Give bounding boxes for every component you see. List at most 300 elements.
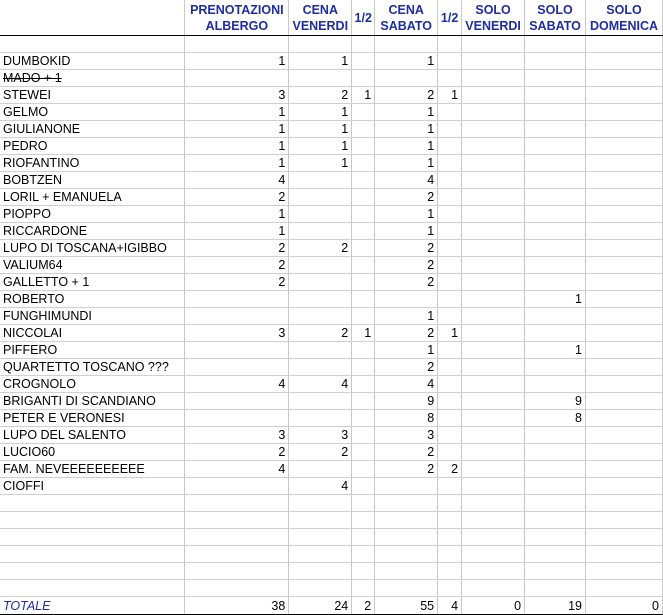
cell-name[interactable] — [0, 580, 185, 597]
cell-albergo[interactable]: 2 — [185, 444, 289, 461]
cell-cena-venerdi[interactable]: 1 — [289, 138, 352, 155]
cell-cena-venerdi[interactable]: 1 — [289, 104, 352, 121]
cell-name[interactable]: PIOPPO — [0, 206, 185, 223]
cell-solo-sabato[interactable] — [525, 427, 586, 444]
cell-name[interactable] — [0, 546, 185, 563]
cell-half-venerdi[interactable] — [352, 274, 375, 291]
cell-solo-venerdi[interactable] — [462, 36, 525, 53]
cell-cena-venerdi[interactable]: 4 — [289, 376, 352, 393]
cell-half-venerdi[interactable] — [352, 512, 375, 529]
cell-solo-domenica[interactable] — [585, 529, 662, 546]
cell-solo-sabato[interactable] — [525, 36, 586, 53]
cell-half-sabato[interactable] — [438, 376, 462, 393]
header-half-venerdi[interactable]: 1/2 — [352, 0, 375, 36]
cell-solo-domenica[interactable] — [585, 546, 662, 563]
cell-half-venerdi[interactable] — [352, 478, 375, 495]
total-solo-domenica[interactable]: 0 — [585, 597, 662, 615]
cell-cena-sabato[interactable] — [375, 563, 438, 580]
cell-cena-venerdi[interactable] — [289, 189, 352, 206]
total-label[interactable]: TOTALE — [0, 597, 185, 615]
cell-half-sabato[interactable] — [438, 36, 462, 53]
cell-name[interactable]: PETER E VERONESI — [0, 410, 185, 427]
cell-albergo[interactable] — [185, 291, 289, 308]
cell-cena-sabato[interactable]: 1 — [375, 121, 438, 138]
cell-cena-venerdi[interactable]: 2 — [289, 240, 352, 257]
cell-half-sabato[interactable] — [438, 240, 462, 257]
cell-solo-venerdi[interactable] — [462, 70, 525, 87]
cell-half-sabato[interactable] — [438, 546, 462, 563]
cell-solo-venerdi[interactable] — [462, 529, 525, 546]
cell-half-venerdi[interactable] — [352, 172, 375, 189]
cell-cena-sabato[interactable] — [375, 70, 438, 87]
cell-solo-venerdi[interactable] — [462, 546, 525, 563]
cell-solo-venerdi[interactable] — [462, 138, 525, 155]
cell-cena-venerdi[interactable] — [289, 291, 352, 308]
cell-half-sabato[interactable] — [438, 563, 462, 580]
cell-cena-sabato[interactable]: 2 — [375, 359, 438, 376]
cell-cena-venerdi[interactable] — [289, 461, 352, 478]
cell-name[interactable]: FAM. NEVEEEEEEEEEE — [0, 461, 185, 478]
cell-cena-sabato[interactable] — [375, 478, 438, 495]
cell-name[interactable]: RIOFANTINO — [0, 155, 185, 172]
total-solo-venerdi[interactable]: 0 — [462, 597, 525, 615]
cell-half-sabato[interactable] — [438, 104, 462, 121]
cell-solo-domenica[interactable] — [585, 427, 662, 444]
cell-solo-venerdi[interactable] — [462, 444, 525, 461]
cell-solo-venerdi[interactable] — [462, 376, 525, 393]
cell-half-sabato[interactable] — [438, 172, 462, 189]
cell-name[interactable]: LUPO DEL SALENTO — [0, 427, 185, 444]
cell-name[interactable]: DUMBOKID — [0, 53, 185, 70]
cell-half-venerdi[interactable] — [352, 189, 375, 206]
cell-solo-sabato[interactable] — [525, 495, 586, 512]
header-half-sabato[interactable]: 1/2 — [438, 0, 462, 36]
cell-cena-sabato[interactable]: 1 — [375, 155, 438, 172]
cell-solo-domenica[interactable] — [585, 461, 662, 478]
cell-cena-venerdi[interactable] — [289, 172, 352, 189]
cell-albergo[interactable]: 2 — [185, 274, 289, 291]
cell-cena-sabato[interactable]: 1 — [375, 308, 438, 325]
cell-half-venerdi[interactable] — [352, 529, 375, 546]
cell-cena-sabato[interactable]: 1 — [375, 138, 438, 155]
cell-name[interactable]: PIFFERO — [0, 342, 185, 359]
cell-albergo[interactable]: 2 — [185, 257, 289, 274]
cell-solo-domenica[interactable] — [585, 223, 662, 240]
cell-cena-venerdi[interactable] — [289, 546, 352, 563]
cell-solo-sabato[interactable] — [525, 240, 586, 257]
cell-solo-venerdi[interactable] — [462, 563, 525, 580]
cell-solo-domenica[interactable] — [585, 376, 662, 393]
cell-name[interactable]: LUPO DI TOSCANA+IGIBBO — [0, 240, 185, 257]
cell-cena-sabato[interactable]: 2 — [375, 274, 438, 291]
cell-solo-venerdi[interactable] — [462, 478, 525, 495]
cell-albergo[interactable] — [185, 410, 289, 427]
cell-name[interactable]: GELMO — [0, 104, 185, 121]
cell-albergo[interactable] — [185, 342, 289, 359]
cell-solo-sabato[interactable] — [525, 461, 586, 478]
cell-solo-venerdi[interactable] — [462, 104, 525, 121]
cell-solo-domenica[interactable] — [585, 563, 662, 580]
cell-solo-venerdi[interactable] — [462, 223, 525, 240]
cell-solo-venerdi[interactable] — [462, 359, 525, 376]
cell-half-venerdi[interactable] — [352, 444, 375, 461]
cell-cena-sabato[interactable] — [375, 512, 438, 529]
cell-albergo[interactable] — [185, 563, 289, 580]
cell-solo-domenica[interactable] — [585, 189, 662, 206]
cell-cena-venerdi[interactable] — [289, 529, 352, 546]
cell-solo-domenica[interactable] — [585, 342, 662, 359]
cell-solo-venerdi[interactable] — [462, 461, 525, 478]
cell-cena-sabato[interactable] — [375, 495, 438, 512]
cell-half-venerdi[interactable] — [352, 427, 375, 444]
cell-solo-venerdi[interactable] — [462, 155, 525, 172]
cell-albergo[interactable]: 2 — [185, 240, 289, 257]
cell-half-sabato[interactable] — [438, 512, 462, 529]
cell-solo-sabato[interactable] — [525, 478, 586, 495]
cell-name[interactable]: CIOFFI — [0, 478, 185, 495]
cell-solo-sabato[interactable] — [525, 444, 586, 461]
cell-name[interactable]: PEDRO — [0, 138, 185, 155]
cell-solo-venerdi[interactable] — [462, 257, 525, 274]
cell-cena-sabato[interactable]: 1 — [375, 223, 438, 240]
cell-half-venerdi[interactable] — [352, 223, 375, 240]
cell-half-venerdi[interactable] — [352, 121, 375, 138]
cell-cena-venerdi[interactable] — [289, 495, 352, 512]
cell-cena-venerdi[interactable]: 1 — [289, 53, 352, 70]
cell-name[interactable]: FUNGHIMUNDI — [0, 308, 185, 325]
cell-cena-sabato[interactable] — [375, 529, 438, 546]
cell-cena-sabato[interactable]: 2 — [375, 461, 438, 478]
cell-name[interactable]: GALLETTO + 1 — [0, 274, 185, 291]
cell-solo-sabato[interactable]: 8 — [525, 410, 586, 427]
cell-cena-sabato[interactable]: 2 — [375, 257, 438, 274]
cell-solo-domenica[interactable] — [585, 393, 662, 410]
cell-cena-venerdi[interactable]: 1 — [289, 155, 352, 172]
cell-solo-sabato[interactable] — [525, 87, 586, 104]
cell-name[interactable]: BOBTZEN — [0, 172, 185, 189]
cell-half-sabato[interactable] — [438, 189, 462, 206]
cell-name[interactable]: MADO + 1 — [0, 70, 185, 87]
cell-half-sabato[interactable] — [438, 427, 462, 444]
header-cena-venerdi[interactable]: CENA VENERDI — [289, 0, 352, 36]
cell-solo-venerdi[interactable] — [462, 189, 525, 206]
cell-solo-venerdi[interactable] — [462, 172, 525, 189]
cell-solo-sabato[interactable] — [525, 308, 586, 325]
cell-albergo[interactable]: 1 — [185, 121, 289, 138]
header-solo-sabato[interactable]: SOLO SABATO — [525, 0, 586, 36]
cell-albergo[interactable] — [185, 512, 289, 529]
cell-cena-venerdi[interactable]: 2 — [289, 87, 352, 104]
cell-solo-venerdi[interactable] — [462, 308, 525, 325]
cell-cena-sabato[interactable]: 8 — [375, 410, 438, 427]
cell-solo-domenica[interactable] — [585, 121, 662, 138]
cell-cena-sabato[interactable]: 2 — [375, 240, 438, 257]
header-solo-domenica[interactable]: SOLO DOMENICA — [585, 0, 662, 36]
cell-cena-venerdi[interactable]: 2 — [289, 444, 352, 461]
cell-cena-sabato[interactable] — [375, 291, 438, 308]
cell-solo-venerdi[interactable] — [462, 495, 525, 512]
cell-cena-sabato[interactable]: 1 — [375, 53, 438, 70]
cell-half-venerdi[interactable] — [352, 495, 375, 512]
cell-half-sabato[interactable]: 2 — [438, 461, 462, 478]
cell-solo-domenica[interactable] — [585, 138, 662, 155]
cell-name[interactable] — [0, 495, 185, 512]
cell-half-venerdi[interactable] — [352, 53, 375, 70]
cell-half-sabato[interactable] — [438, 495, 462, 512]
cell-solo-sabato[interactable] — [525, 529, 586, 546]
cell-half-venerdi[interactable] — [352, 36, 375, 53]
cell-cena-sabato[interactable]: 2 — [375, 189, 438, 206]
cell-cena-sabato[interactable]: 2 — [375, 325, 438, 342]
cell-cena-sabato[interactable] — [375, 546, 438, 563]
cell-cena-sabato[interactable]: 1 — [375, 342, 438, 359]
cell-cena-venerdi[interactable] — [289, 223, 352, 240]
cell-name[interactable]: LORIL + EMANUELA — [0, 189, 185, 206]
cell-albergo[interactable] — [185, 359, 289, 376]
cell-name[interactable]: GIULIANONE — [0, 121, 185, 138]
cell-solo-domenica[interactable] — [585, 274, 662, 291]
cell-half-venerdi[interactable] — [352, 206, 375, 223]
cell-cena-sabato[interactable]: 1 — [375, 206, 438, 223]
cell-cena-venerdi[interactable] — [289, 70, 352, 87]
cell-solo-domenica[interactable] — [585, 206, 662, 223]
header-name[interactable] — [0, 0, 185, 36]
cell-half-sabato[interactable] — [438, 121, 462, 138]
cell-half-sabato[interactable]: 1 — [438, 87, 462, 104]
cell-solo-sabato[interactable]: 1 — [525, 291, 586, 308]
cell-half-venerdi[interactable] — [352, 563, 375, 580]
cell-albergo[interactable] — [185, 36, 289, 53]
cell-solo-domenica[interactable] — [585, 410, 662, 427]
cell-solo-domenica[interactable] — [585, 155, 662, 172]
cell-cena-venerdi[interactable] — [289, 36, 352, 53]
cell-cena-sabato[interactable]: 4 — [375, 376, 438, 393]
cell-solo-venerdi[interactable] — [462, 325, 525, 342]
cell-half-sabato[interactable] — [438, 257, 462, 274]
cell-solo-domenica[interactable] — [585, 36, 662, 53]
cell-name[interactable] — [0, 529, 185, 546]
cell-solo-domenica[interactable] — [585, 495, 662, 512]
cell-albergo[interactable]: 4 — [185, 376, 289, 393]
cell-albergo[interactable]: 1 — [185, 206, 289, 223]
cell-solo-sabato[interactable] — [525, 325, 586, 342]
cell-cena-sabato[interactable] — [375, 36, 438, 53]
cell-cena-sabato[interactable]: 4 — [375, 172, 438, 189]
cell-name[interactable]: LUCIO60 — [0, 444, 185, 461]
cell-half-sabato[interactable] — [438, 410, 462, 427]
cell-half-venerdi[interactable] — [352, 359, 375, 376]
cell-cena-venerdi[interactable] — [289, 342, 352, 359]
cell-solo-venerdi[interactable] — [462, 206, 525, 223]
cell-solo-sabato[interactable]: 9 — [525, 393, 586, 410]
cell-albergo[interactable]: 2 — [185, 189, 289, 206]
cell-albergo[interactable]: 1 — [185, 155, 289, 172]
cell-cena-sabato[interactable]: 2 — [375, 87, 438, 104]
cell-solo-venerdi[interactable] — [462, 274, 525, 291]
cell-name[interactable]: CROGNOLO — [0, 376, 185, 393]
total-cena-venerdi[interactable]: 24 — [289, 597, 352, 615]
cell-cena-sabato[interactable]: 1 — [375, 104, 438, 121]
cell-half-venerdi[interactable] — [352, 376, 375, 393]
cell-solo-sabato[interactable] — [525, 121, 586, 138]
cell-solo-domenica[interactable] — [585, 257, 662, 274]
cell-solo-sabato[interactable] — [525, 223, 586, 240]
cell-solo-sabato[interactable] — [525, 206, 586, 223]
cell-half-venerdi[interactable] — [352, 461, 375, 478]
cell-half-sabato[interactable] — [438, 223, 462, 240]
cell-albergo[interactable]: 4 — [185, 172, 289, 189]
cell-albergo[interactable]: 3 — [185, 325, 289, 342]
cell-name[interactable]: QUARTETTO TOSCANO ??? — [0, 359, 185, 376]
cell-solo-venerdi[interactable] — [462, 427, 525, 444]
cell-solo-domenica[interactable] — [585, 70, 662, 87]
cell-solo-domenica[interactable] — [585, 104, 662, 121]
cell-albergo[interactable]: 1 — [185, 223, 289, 240]
cell-solo-venerdi[interactable] — [462, 512, 525, 529]
cell-half-sabato[interactable] — [438, 53, 462, 70]
cell-albergo[interactable] — [185, 393, 289, 410]
cell-name[interactable]: BRIGANTI DI SCANDIANO — [0, 393, 185, 410]
cell-solo-sabato[interactable] — [525, 104, 586, 121]
cell-half-sabato[interactable] — [438, 580, 462, 597]
cell-half-sabato[interactable] — [438, 206, 462, 223]
cell-half-sabato[interactable] — [438, 308, 462, 325]
cell-solo-domenica[interactable] — [585, 87, 662, 104]
cell-solo-sabato[interactable] — [525, 359, 586, 376]
cell-solo-domenica[interactable] — [585, 444, 662, 461]
cell-half-venerdi[interactable] — [352, 342, 375, 359]
cell-half-venerdi[interactable]: 1 — [352, 325, 375, 342]
cell-solo-venerdi[interactable] — [462, 87, 525, 104]
cell-solo-venerdi[interactable] — [462, 393, 525, 410]
cell-solo-venerdi[interactable] — [462, 342, 525, 359]
cell-half-venerdi[interactable] — [352, 410, 375, 427]
cell-solo-sabato[interactable] — [525, 70, 586, 87]
cell-cena-venerdi[interactable] — [289, 308, 352, 325]
cell-cena-venerdi[interactable] — [289, 563, 352, 580]
cell-cena-venerdi[interactable] — [289, 359, 352, 376]
cell-cena-venerdi[interactable] — [289, 257, 352, 274]
cell-half-venerdi[interactable] — [352, 104, 375, 121]
cell-solo-venerdi[interactable] — [462, 580, 525, 597]
cell-solo-sabato[interactable]: 1 — [525, 342, 586, 359]
cell-solo-sabato[interactable] — [525, 376, 586, 393]
cell-half-venerdi[interactable] — [352, 291, 375, 308]
cell-half-sabato[interactable] — [438, 342, 462, 359]
cell-name[interactable]: NICCOLAI — [0, 325, 185, 342]
header-albergo[interactable]: PRENOTAZIONI ALBERGO — [185, 0, 289, 36]
cell-cena-venerdi[interactable] — [289, 580, 352, 597]
cell-half-sabato[interactable] — [438, 393, 462, 410]
cell-albergo[interactable] — [185, 529, 289, 546]
cell-solo-venerdi[interactable] — [462, 53, 525, 70]
cell-name[interactable] — [0, 512, 185, 529]
cell-name[interactable]: STEWEI — [0, 87, 185, 104]
cell-cena-sabato[interactable]: 2 — [375, 444, 438, 461]
cell-albergo[interactable] — [185, 70, 289, 87]
cell-half-venerdi[interactable] — [352, 580, 375, 597]
cell-solo-venerdi[interactable] — [462, 410, 525, 427]
cell-half-venerdi[interactable] — [352, 257, 375, 274]
cell-albergo[interactable] — [185, 478, 289, 495]
cell-half-sabato[interactable] — [438, 478, 462, 495]
cell-albergo[interactable] — [185, 308, 289, 325]
cell-albergo[interactable] — [185, 546, 289, 563]
cell-solo-sabato[interactable] — [525, 172, 586, 189]
cell-solo-sabato[interactable] — [525, 546, 586, 563]
cell-solo-domenica[interactable] — [585, 359, 662, 376]
cell-solo-sabato[interactable] — [525, 155, 586, 172]
cell-name[interactable]: VALIUM64 — [0, 257, 185, 274]
cell-solo-domenica[interactable] — [585, 291, 662, 308]
cell-half-sabato[interactable] — [438, 291, 462, 308]
cell-half-venerdi[interactable] — [352, 155, 375, 172]
cell-solo-venerdi[interactable] — [462, 240, 525, 257]
total-solo-sabato[interactable]: 19 — [525, 597, 586, 615]
cell-cena-venerdi[interactable] — [289, 410, 352, 427]
header-cena-sabato[interactable]: CENA SABATO — [375, 0, 438, 36]
cell-cena-sabato[interactable]: 3 — [375, 427, 438, 444]
cell-half-sabato[interactable]: 1 — [438, 325, 462, 342]
cell-cena-venerdi[interactable] — [289, 393, 352, 410]
cell-name[interactable] — [0, 563, 185, 580]
cell-albergo[interactable]: 3 — [185, 87, 289, 104]
total-albergo[interactable]: 38 — [185, 597, 289, 615]
cell-name[interactable] — [0, 36, 185, 53]
cell-half-sabato[interactable] — [438, 274, 462, 291]
cell-half-venerdi[interactable] — [352, 70, 375, 87]
header-solo-venerdi[interactable]: SOLO VENERDI — [462, 0, 525, 36]
cell-solo-venerdi[interactable] — [462, 121, 525, 138]
cell-solo-venerdi[interactable] — [462, 291, 525, 308]
cell-solo-domenica[interactable] — [585, 240, 662, 257]
cell-solo-sabato[interactable] — [525, 580, 586, 597]
cell-solo-domenica[interactable] — [585, 53, 662, 70]
cell-half-venerdi[interactable] — [352, 240, 375, 257]
cell-solo-sabato[interactable] — [525, 512, 586, 529]
cell-half-venerdi[interactable] — [352, 393, 375, 410]
cell-solo-sabato[interactable] — [525, 274, 586, 291]
cell-solo-domenica[interactable] — [585, 580, 662, 597]
cell-cena-venerdi[interactable]: 2 — [289, 325, 352, 342]
cell-cena-sabato[interactable] — [375, 580, 438, 597]
cell-name[interactable]: ROBERTO — [0, 291, 185, 308]
cell-half-venerdi[interactable] — [352, 138, 375, 155]
cell-half-venerdi[interactable] — [352, 308, 375, 325]
cell-solo-sabato[interactable] — [525, 189, 586, 206]
cell-half-sabato[interactable] — [438, 444, 462, 461]
cell-solo-sabato[interactable] — [525, 257, 586, 274]
cell-solo-domenica[interactable] — [585, 172, 662, 189]
cell-cena-sabato[interactable]: 9 — [375, 393, 438, 410]
total-cena-sabato[interactable]: 55 — [375, 597, 438, 615]
cell-albergo[interactable]: 1 — [185, 104, 289, 121]
total-half-venerdi[interactable]: 2 — [352, 597, 375, 615]
cell-half-sabato[interactable] — [438, 70, 462, 87]
cell-albergo[interactable]: 1 — [185, 138, 289, 155]
cell-solo-domenica[interactable] — [585, 512, 662, 529]
cell-cena-venerdi[interactable] — [289, 206, 352, 223]
cell-albergo[interactable]: 3 — [185, 427, 289, 444]
cell-solo-sabato[interactable] — [525, 138, 586, 155]
cell-half-sabato[interactable] — [438, 359, 462, 376]
cell-cena-venerdi[interactable]: 3 — [289, 427, 352, 444]
cell-cena-venerdi[interactable] — [289, 274, 352, 291]
cell-half-sabato[interactable] — [438, 155, 462, 172]
cell-name[interactable]: RICCARDONE — [0, 223, 185, 240]
cell-cena-venerdi[interactable] — [289, 512, 352, 529]
cell-solo-domenica[interactable] — [585, 325, 662, 342]
